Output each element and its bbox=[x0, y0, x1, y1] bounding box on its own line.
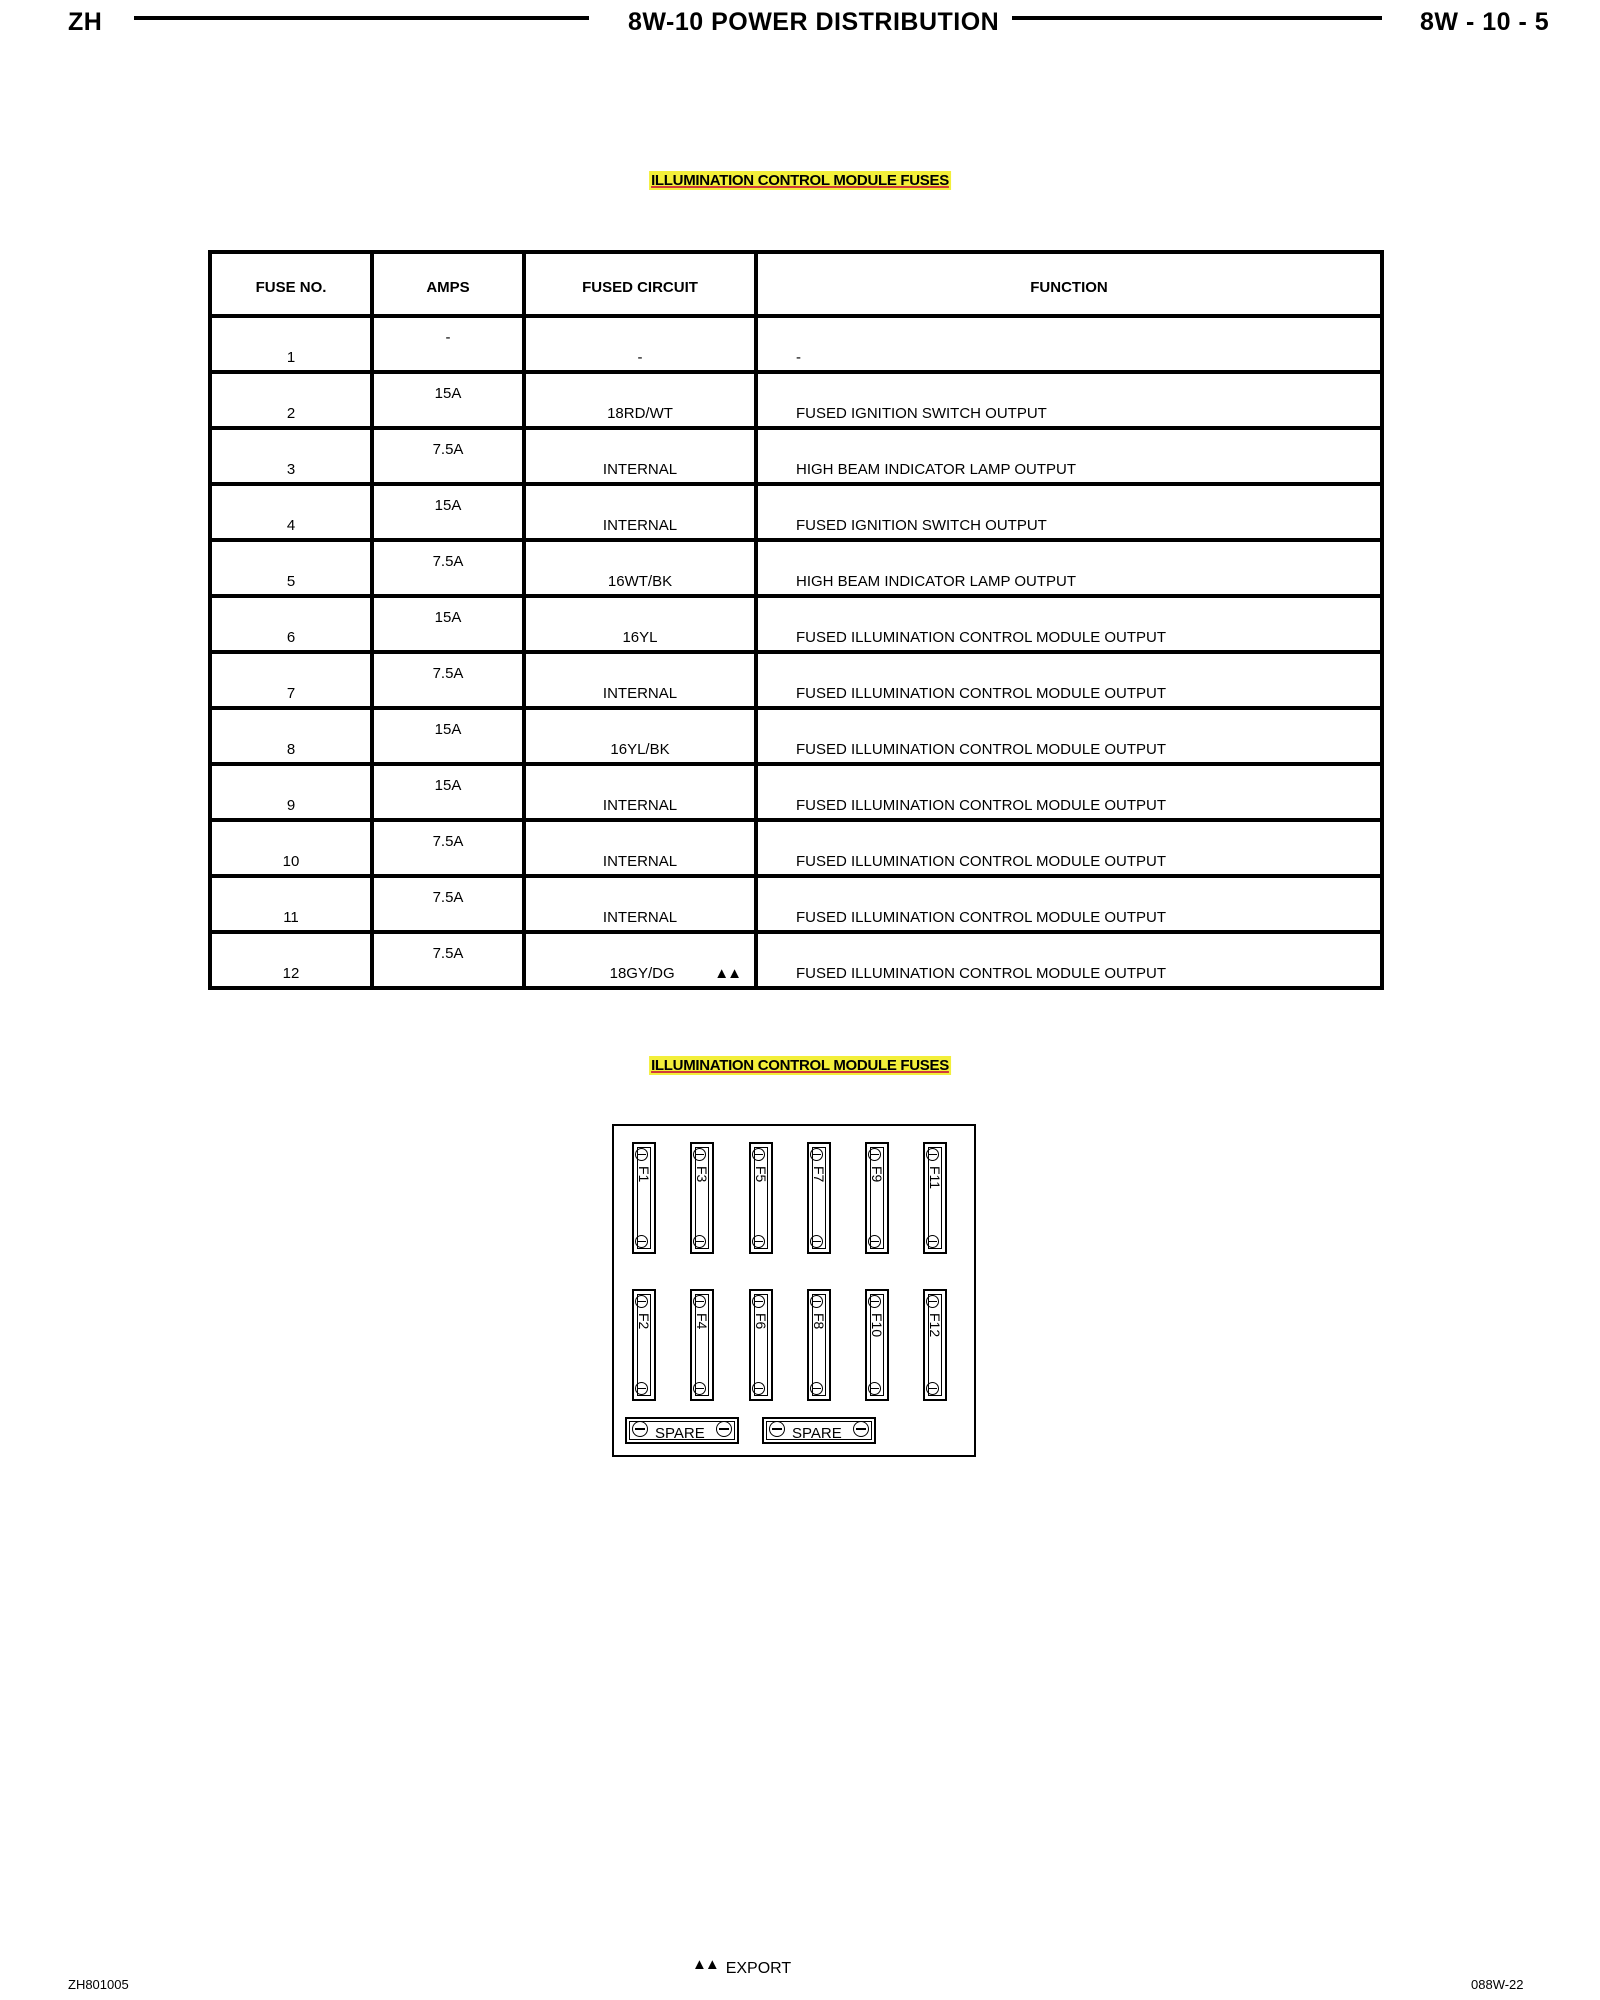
fuse-number-cell bbox=[210, 316, 372, 372]
fuse-number-cell bbox=[210, 652, 372, 708]
amps-cell bbox=[372, 708, 524, 764]
function-cell bbox=[756, 652, 1382, 708]
amps-cell-text: 15A bbox=[434, 608, 462, 626]
screw-icon bbox=[635, 1295, 648, 1308]
fuse-slot bbox=[807, 1142, 831, 1254]
amps-cell bbox=[372, 540, 524, 596]
amps-cell-text: 15A bbox=[434, 776, 462, 794]
screw-icon bbox=[752, 1235, 765, 1248]
fuse-block-diagram bbox=[612, 1124, 976, 1457]
amps-cell bbox=[372, 596, 524, 652]
fused-circuit-cell-text: INTERNAL bbox=[602, 517, 678, 534]
fuse-number-cell-text: 5 bbox=[286, 573, 296, 590]
fused-circuit-cell-text: 16YL/BK bbox=[610, 741, 670, 758]
function-cell-text: FUSED ILLUMINATION CONTROL MODULE OUTPUT bbox=[796, 797, 1167, 814]
amps-cell-text: 15A bbox=[434, 720, 462, 738]
amps-cell bbox=[372, 372, 524, 428]
amps-cell-text: 7.5A bbox=[432, 832, 464, 850]
fuse-number-cell-text: 9 bbox=[286, 797, 296, 814]
spare-fuse-slot bbox=[762, 1417, 876, 1444]
fuse-slot bbox=[865, 1289, 889, 1401]
fuse-number-cell bbox=[210, 540, 372, 596]
fused-circuit-cell bbox=[524, 540, 756, 596]
screw-icon bbox=[635, 1235, 648, 1248]
fused-circuit-cell bbox=[524, 932, 756, 988]
fuse-slot bbox=[749, 1289, 773, 1401]
fuse-number-cell bbox=[210, 484, 372, 540]
fuse-number-cell-text: 8 bbox=[286, 741, 296, 758]
fuse-slot bbox=[807, 1289, 831, 1401]
column-header-fused-circuit: FUSED CIRCUIT bbox=[524, 252, 756, 316]
diagram-section-title: ILLUMINATION CONTROL MODULE FUSES bbox=[651, 1057, 949, 1074]
fuse-number-cell-text: 11 bbox=[283, 909, 299, 926]
screw-icon bbox=[752, 1382, 765, 1395]
table-row bbox=[210, 708, 1382, 764]
amps-cell bbox=[372, 316, 524, 372]
figure-id: ZH801005 bbox=[68, 1977, 129, 1992]
screw-icon bbox=[716, 1421, 732, 1437]
spare-label: SPARE bbox=[655, 1425, 705, 1442]
amps-cell bbox=[372, 820, 524, 876]
fuse-label: F2 bbox=[636, 1313, 652, 1330]
function-cell bbox=[756, 316, 1382, 372]
fused-circuit-cell-text: INTERNAL bbox=[602, 685, 678, 702]
fused-circuit-cell-text: INTERNAL bbox=[602, 797, 678, 814]
spare-label: SPARE bbox=[792, 1425, 842, 1442]
screw-icon bbox=[635, 1382, 648, 1395]
table-row bbox=[210, 596, 1382, 652]
screw-icon bbox=[632, 1421, 648, 1437]
fuse-number-cell bbox=[210, 932, 372, 988]
function-cell bbox=[756, 764, 1382, 820]
column-header-fuse-no: FUSE NO. bbox=[210, 252, 372, 316]
fuse-slot bbox=[632, 1289, 656, 1401]
function-cell bbox=[756, 932, 1382, 988]
fuse-number-cell-text: 4 bbox=[286, 517, 296, 534]
amps-cell-text: 7.5A bbox=[432, 440, 464, 458]
function-cell-text: FUSED ILLUMINATION CONTROL MODULE OUTPUT bbox=[796, 909, 1167, 926]
fused-circuit-cell-text: 16YL bbox=[622, 629, 658, 646]
page-title: 8W-10 POWER DISTRIBUTION bbox=[628, 8, 1000, 36]
screw-icon bbox=[926, 1295, 939, 1308]
figure-code: 088W-22 bbox=[1471, 1977, 1524, 1992]
screw-icon bbox=[810, 1295, 823, 1308]
function-cell-text: FUSED ILLUMINATION CONTROL MODULE OUTPUT bbox=[796, 853, 1167, 870]
fuse-slot bbox=[865, 1142, 889, 1254]
fuse-number-cell-text: 12 bbox=[282, 965, 300, 982]
fused-circuit-cell-text: - bbox=[637, 349, 643, 366]
fuse-label: F12 bbox=[927, 1313, 943, 1338]
screw-icon bbox=[693, 1295, 706, 1308]
fuse-label: F6 bbox=[753, 1313, 769, 1330]
amps-cell bbox=[372, 484, 524, 540]
amps-cell bbox=[372, 428, 524, 484]
table-row bbox=[210, 540, 1382, 596]
fuse-number-cell bbox=[210, 820, 372, 876]
header-rule-right bbox=[1012, 16, 1382, 20]
column-header-amps: AMPS bbox=[372, 252, 524, 316]
fuse-number-cell bbox=[210, 428, 372, 484]
table-row bbox=[210, 484, 1382, 540]
screw-icon bbox=[868, 1382, 881, 1395]
screw-icon bbox=[810, 1148, 823, 1161]
fuse-slot bbox=[690, 1142, 714, 1254]
amps-cell-text: 7.5A bbox=[432, 888, 464, 906]
table-header-row bbox=[210, 252, 1382, 316]
header-section-code: ZH bbox=[68, 8, 103, 36]
fuse-slot bbox=[923, 1289, 947, 1401]
function-cell-text: - bbox=[796, 349, 801, 366]
fuse-label: F8 bbox=[811, 1313, 827, 1330]
function-cell bbox=[756, 540, 1382, 596]
amps-cell-text: 7.5A bbox=[432, 552, 464, 570]
function-cell bbox=[756, 820, 1382, 876]
fuse-label: F9 bbox=[869, 1166, 885, 1183]
function-cell-text: FUSED ILLUMINATION CONTROL MODULE OUTPUT bbox=[796, 965, 1167, 982]
fuse-table bbox=[208, 250, 1384, 990]
table-row bbox=[210, 876, 1382, 932]
screw-icon bbox=[868, 1235, 881, 1248]
fuse-number-cell bbox=[210, 876, 372, 932]
column-header-function: FUNCTION bbox=[756, 252, 1382, 316]
fuse-number-cell-text: 10 bbox=[282, 853, 300, 870]
legend-text: EXPORT bbox=[725, 1960, 792, 1977]
table-section-title: ILLUMINATION CONTROL MODULE FUSES bbox=[651, 172, 949, 189]
fused-circuit-cell-text: INTERNAL bbox=[602, 853, 678, 870]
header-rule-left bbox=[134, 16, 589, 20]
function-cell bbox=[756, 708, 1382, 764]
fuse-number-cell bbox=[210, 596, 372, 652]
screw-icon bbox=[752, 1148, 765, 1161]
fuse-label: F11 bbox=[927, 1166, 943, 1190]
fused-circuit-cell-text: 18GY/DG bbox=[609, 965, 675, 982]
fused-circuit-cell bbox=[524, 764, 756, 820]
function-cell-text: FUSED ILLUMINATION CONTROL MODULE OUTPUT bbox=[796, 741, 1167, 758]
function-cell bbox=[756, 596, 1382, 652]
fuse-number-cell-text: 6 bbox=[286, 629, 296, 646]
fused-circuit-cell bbox=[524, 484, 756, 540]
fused-circuit-cell-text: INTERNAL bbox=[602, 461, 678, 478]
fused-circuit-cell bbox=[524, 876, 756, 932]
screw-icon bbox=[926, 1235, 939, 1248]
function-cell-text: FUSED ILLUMINATION CONTROL MODULE OUTPUT bbox=[796, 685, 1167, 702]
spare-fuse-slot bbox=[625, 1417, 739, 1444]
screw-icon bbox=[868, 1148, 881, 1161]
export-marker-icon: ▲▲ bbox=[692, 1956, 718, 1973]
screw-icon bbox=[853, 1421, 869, 1437]
function-cell-text: HIGH BEAM INDICATOR LAMP OUTPUT bbox=[796, 461, 1077, 478]
fused-circuit-cell-text: 18RD/WT bbox=[607, 405, 673, 422]
fused-circuit-cell bbox=[524, 708, 756, 764]
fuse-number-cell-text: 2 bbox=[286, 405, 296, 422]
fuse-slot bbox=[923, 1142, 947, 1254]
screw-icon bbox=[810, 1382, 823, 1395]
function-cell-text: FUSED IGNITION SWITCH OUTPUT bbox=[796, 405, 1047, 422]
table-row bbox=[210, 764, 1382, 820]
fused-circuit-cell bbox=[524, 316, 756, 372]
legend bbox=[692, 1956, 792, 1978]
fused-circuit-cell bbox=[524, 428, 756, 484]
fuse-label: F3 bbox=[694, 1166, 710, 1183]
fuse-label: F7 bbox=[811, 1166, 827, 1183]
fused-circuit-cell bbox=[524, 372, 756, 428]
fuse-number-cell-text: 7 bbox=[286, 685, 296, 702]
fuse-number-cell bbox=[210, 372, 372, 428]
screw-icon bbox=[693, 1235, 706, 1248]
function-cell bbox=[756, 428, 1382, 484]
screw-icon bbox=[926, 1148, 939, 1161]
screw-icon bbox=[926, 1382, 939, 1395]
amps-cell bbox=[372, 932, 524, 988]
function-cell-text: FUSED IGNITION SWITCH OUTPUT bbox=[796, 517, 1047, 534]
table-row bbox=[210, 428, 1382, 484]
amps-cell-text: 15A bbox=[434, 496, 462, 514]
fuse-label: F4 bbox=[694, 1313, 710, 1330]
table-row bbox=[210, 820, 1382, 876]
page-number: 8W - 10 - 5 bbox=[1420, 8, 1550, 36]
fused-circuit-cell bbox=[524, 820, 756, 876]
table-row bbox=[210, 372, 1382, 428]
fuse-slot bbox=[749, 1142, 773, 1254]
amps-cell-text: 7.5A bbox=[432, 944, 464, 962]
function-cell bbox=[756, 876, 1382, 932]
fused-circuit-cell-text: 16WT/BK bbox=[607, 573, 673, 590]
screw-icon bbox=[868, 1295, 881, 1308]
table-row bbox=[210, 316, 1382, 372]
screw-icon bbox=[752, 1295, 765, 1308]
fused-circuit-cell bbox=[524, 596, 756, 652]
export-marker-icon: ▲▲ bbox=[714, 965, 740, 982]
amps-cell bbox=[372, 764, 524, 820]
fuse-number-cell-text: 1 bbox=[286, 349, 296, 366]
amps-cell-text: 7.5A bbox=[432, 664, 464, 682]
fuse-label: F1 bbox=[636, 1166, 652, 1183]
fuse-number-cell bbox=[210, 764, 372, 820]
function-cell bbox=[756, 372, 1382, 428]
amps-cell bbox=[372, 652, 524, 708]
amps-cell-text: 15A bbox=[434, 384, 462, 402]
screw-icon bbox=[810, 1235, 823, 1248]
amps-cell bbox=[372, 876, 524, 932]
fused-circuit-cell-text: INTERNAL bbox=[602, 909, 678, 926]
fuse-slot bbox=[690, 1289, 714, 1401]
table-row bbox=[210, 932, 1382, 988]
table-row bbox=[210, 652, 1382, 708]
fuse-label: F5 bbox=[753, 1166, 769, 1183]
screw-icon bbox=[769, 1421, 785, 1437]
amps-cell-text: - bbox=[445, 328, 451, 346]
function-cell bbox=[756, 484, 1382, 540]
fuse-number-cell-text: 3 bbox=[286, 461, 296, 478]
fuse-label: F10 bbox=[869, 1313, 885, 1338]
fuse-slot bbox=[632, 1142, 656, 1254]
function-cell-text: HIGH BEAM INDICATOR LAMP OUTPUT bbox=[796, 573, 1077, 590]
function-cell-text: FUSED ILLUMINATION CONTROL MODULE OUTPUT bbox=[796, 629, 1167, 646]
fuse-number-cell bbox=[210, 708, 372, 764]
screw-icon bbox=[635, 1148, 648, 1161]
screw-icon bbox=[693, 1148, 706, 1161]
screw-icon bbox=[693, 1382, 706, 1395]
fused-circuit-cell bbox=[524, 652, 756, 708]
